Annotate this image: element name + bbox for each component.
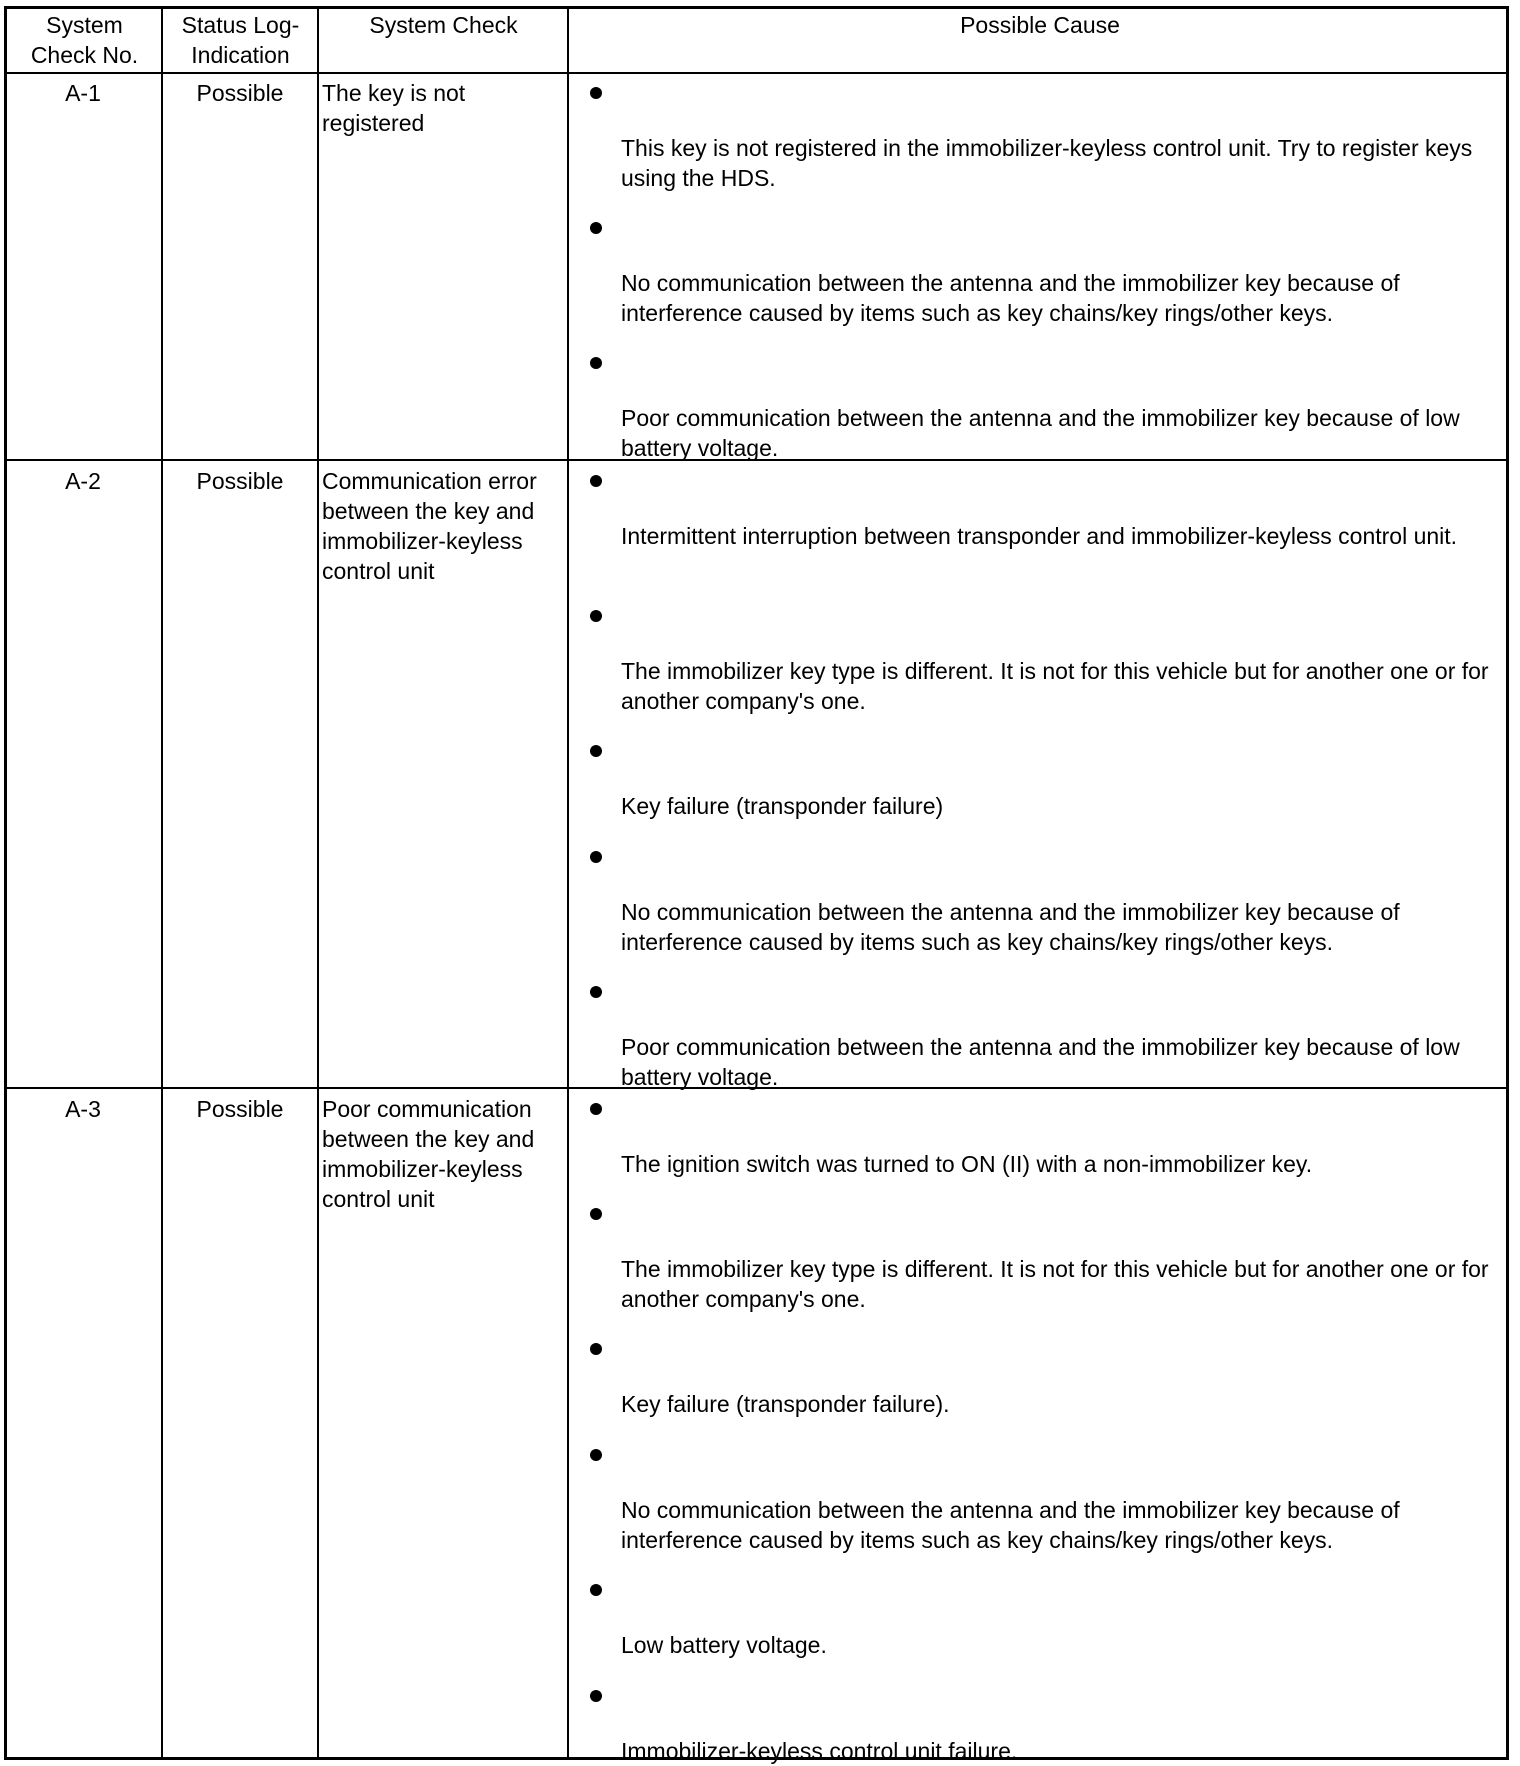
system-check-cell: Poor communication between the key and immobilizer-keyless control unit — [322, 1096, 535, 1212]
check-no-cell: A-3 — [65, 1096, 101, 1122]
column-divider — [161, 6, 163, 1760]
column-divider — [317, 6, 319, 1760]
bullet-icon — [590, 1449, 602, 1461]
check-no-cell: A-2 — [65, 468, 101, 494]
cause-item: The immobilizer key type is different. It is not for this vehicle but for another one or for another company's one. — [621, 1256, 1489, 1312]
bullet-icon — [590, 1584, 602, 1596]
bullet-icon — [590, 745, 602, 757]
status-cell: Possible — [196, 468, 284, 494]
cause-item: No communication between the antenna and the immobilizer key because of interference caused by items such as key chains/key rings/other keys. — [621, 1497, 1400, 1553]
bullet-icon — [590, 610, 602, 622]
header-status-log: Status Log-Indication — [181, 12, 300, 68]
column-divider — [567, 6, 569, 1760]
cause-item: Intermittent interruption between transponder and immobilizer-keyless control unit. — [621, 523, 1458, 549]
system-check-cell: Communication error between the key and immobilizer-keyless control unit — [322, 468, 537, 584]
cause-item: Key failure (transponder failure). — [621, 1391, 950, 1417]
row-divider — [4, 72, 1509, 74]
header-possible-cause: Possible Cause — [960, 12, 1120, 38]
bullet-icon — [590, 1208, 602, 1220]
bullet-icon — [590, 222, 602, 234]
bullet-icon — [590, 1103, 602, 1115]
check-no-cell: A-1 — [65, 80, 101, 106]
bullet-icon — [590, 87, 602, 99]
bullet-icon — [590, 475, 602, 487]
cause-item: Immobilizer-keyless control unit failure. — [621, 1738, 1018, 1764]
bullet-icon — [590, 1690, 602, 1702]
cause-item: No communication between the antenna and the immobilizer key because of interference caused by items such as key chains/key rings/other keys. — [621, 270, 1400, 326]
status-cell: Possible — [196, 1096, 284, 1122]
system-check-cell: The key is not registered — [322, 80, 466, 136]
cause-item: This key is not registered in the immobilizer-keyless control unit. Try to register keys using the HDS. — [621, 135, 1473, 191]
bullet-icon — [590, 357, 602, 369]
bullet-icon — [590, 1343, 602, 1355]
bullet-icon — [590, 986, 602, 998]
cause-item: Poor communication between the antenna and the immobilizer key because of low battery voltage. — [621, 1034, 1460, 1090]
cause-item: Low battery voltage. — [621, 1632, 827, 1658]
status-cell: Possible — [196, 80, 284, 106]
cause-item: The immobilizer key type is different. It is not for this vehicle but for another one or for another company's one. — [621, 658, 1489, 714]
cause-item: No communication between the antenna and the immobilizer key because of interference caused by items such as key chains/key rings/other keys. — [621, 899, 1400, 955]
header-check-no: System Check No. — [30, 12, 139, 68]
cause-item: The ignition switch was turned to ON (II) with a non-immobilizer key. — [621, 1151, 1313, 1177]
cause-item: Key failure (transponder failure) — [621, 793, 944, 819]
bullet-icon — [590, 851, 602, 863]
header-system-check: System Check — [369, 12, 518, 38]
cause-item: Poor communication between the antenna and the immobilizer key because of low battery voltage. — [621, 405, 1460, 461]
